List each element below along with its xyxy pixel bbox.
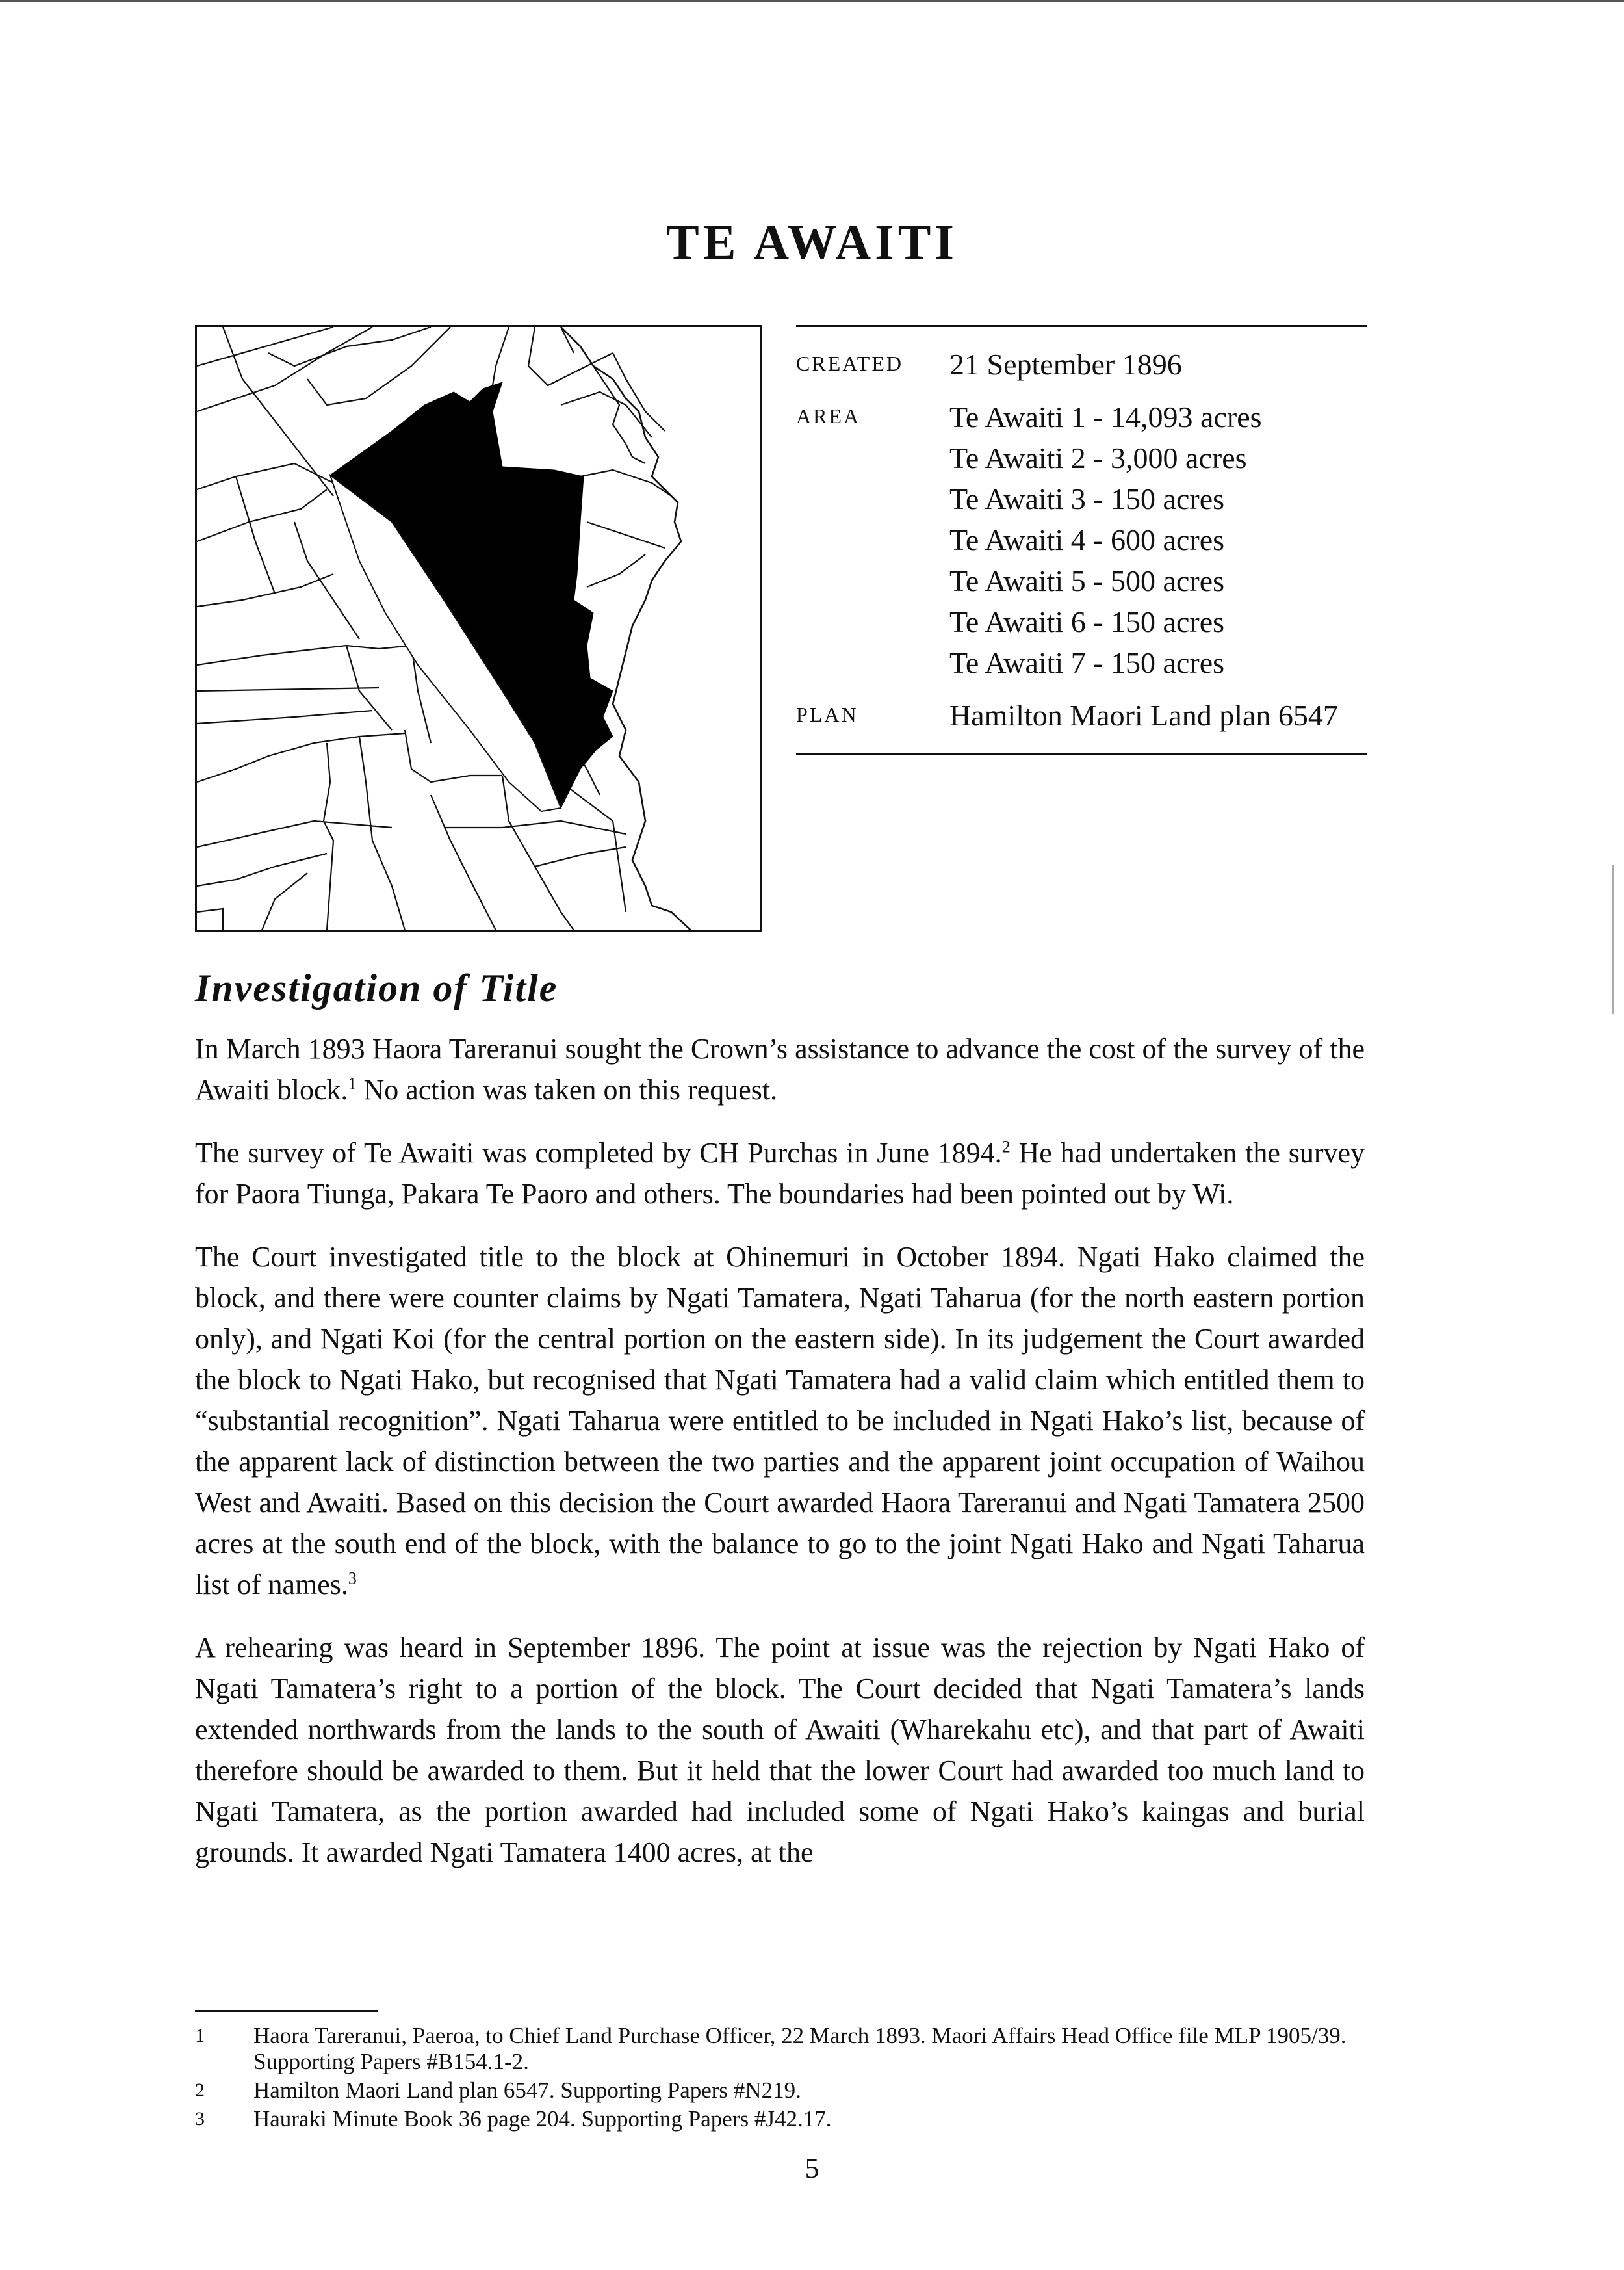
footnotes: [195, 2023, 1365, 2135]
block-location-map: [195, 325, 762, 932]
footnote-number: 2: [195, 2080, 205, 2101]
footnote-ref: 1: [348, 1074, 357, 1093]
area-row: [796, 397, 1367, 683]
footnote: [195, 2023, 1365, 2075]
paragraph: [195, 1028, 1365, 1110]
footnote: [195, 2106, 1365, 2132]
paragraph-text: The survey of Te Awaiti was completed by CH Purchas in June 1894.: [195, 1137, 1002, 1169]
footnote-text: Hamilton Maori Land plan 6547. Supporting Papers #N219.: [253, 2078, 801, 2103]
map-drawing: [197, 327, 760, 930]
area-value: Te Awaiti 6 - 150 acres: [949, 605, 1225, 638]
body-text: [195, 1028, 1365, 1895]
top-edge-rule: [0, 0, 1624, 2]
footnote-number: 1: [195, 2025, 205, 2046]
paragraph: [195, 1236, 1365, 1605]
paragraph-text: He had undertaken the survey for Paora Tiunga, Pakara Te Paoro and others. The boundaries had been pointed out by Wi.: [195, 1137, 1365, 1210]
area-value: Te Awaiti 3 - 150 acres: [949, 482, 1225, 515]
area-value: Te Awaiti 2 - 3,000 acres: [949, 441, 1247, 475]
paragraph-text: A rehearing was heard in September 1896. The point at issue was the rejection by Ngati Hako of Ngati Tamatera’s right to a portion of the block. The Court decided that Ngati Tamatera’s lands extended northwards from the lands to the south of Awaiti (Wharekahu etc), and that part of Awaiti therefore should be awarded to them. But it held that the lower Court had awarded too much land to Ngati Tamatera, as the portion awarded had included some of Ngati Hako’s kaingas and burial grounds. It awarded Ngati Tamatera 1400 acres, at the: [195, 1632, 1365, 1868]
scan-edge-mark: [1612, 865, 1614, 1014]
page-title: TE AWAITI: [666, 215, 958, 270]
plan-value: Hamilton Maori Land plan 6547: [949, 699, 1338, 732]
area-value: Te Awaiti 4 - 600 acres: [949, 523, 1225, 556]
area-value: Te Awaiti 7 - 150 acres: [949, 646, 1225, 679]
area-value: Te Awaiti 1 - 14,093 acres: [949, 400, 1262, 434]
section-heading: Investigation of Title: [195, 967, 558, 1010]
block-details-table: [796, 325, 1367, 755]
paragraph: [195, 1627, 1365, 1873]
area-values: [949, 397, 1262, 683]
paragraph-text: In March 1893 Haora Tareranui sought the Crown’s assistance to advance the cost of the survey of the Awaiti block.: [195, 1033, 1365, 1106]
footnote-text: Hauraki Minute Book 36 page 204. Supporting Papers #J42.17.: [253, 2106, 832, 2132]
footnote-number: 3: [195, 2108, 205, 2130]
footnote-ref: 2: [1001, 1137, 1011, 1156]
created-label: CREATED: [796, 352, 903, 375]
footnote-divider: [195, 2010, 378, 2012]
paragraph: [195, 1132, 1365, 1214]
paragraph-text: No action was taken on this request.: [356, 1074, 778, 1106]
page-number: 5: [805, 2152, 819, 2184]
plan-label: PLAN: [796, 703, 858, 726]
area-value: Te Awaiti 5 - 500 acres: [949, 564, 1225, 597]
footnote: [195, 2078, 1365, 2104]
paragraph-text: The Court investigated title to the block at Ohinemuri in October 1894. Ngati Hako claimed the block, and there were counter claims by Ngati Tamatera, Ngati Taharua (for the north eastern portion only), and Ngati Koi (for the central portion on the eastern side). In its judgement the Court awarded the block to Ngati Hako, but recognised that Ngati Tamatera had a valid claim which entitled them to “substantial recognition”. Ngati Taharua were entitled to be included in Ngati Hako’s list, because of the apparent lack of distinction between the two parties and the apparent joint occupation of Waihou West and Awaiti. Based on this decision the Court awarded Haora Tareranui and Ngati Tamatera 2500 acres at the south end of the block, with the balance to go to the joint Ngati Hako and Ngati Taharua list of names.: [195, 1241, 1365, 1600]
footnote-ref: 3: [348, 1569, 357, 1588]
area-label: AREA: [796, 404, 861, 428]
footnote-text: Haora Tareranui, Paeroa, to Chief Land Purchase Officer, 22 March 1893. Maori Affairs Head Office file MLP 1905/39. Supporting Papers #B154.1-2.: [253, 2023, 1347, 2074]
plan-row: [796, 695, 1367, 736]
created-value: 21 September 1896: [949, 348, 1182, 381]
created-row: [796, 344, 1367, 385]
